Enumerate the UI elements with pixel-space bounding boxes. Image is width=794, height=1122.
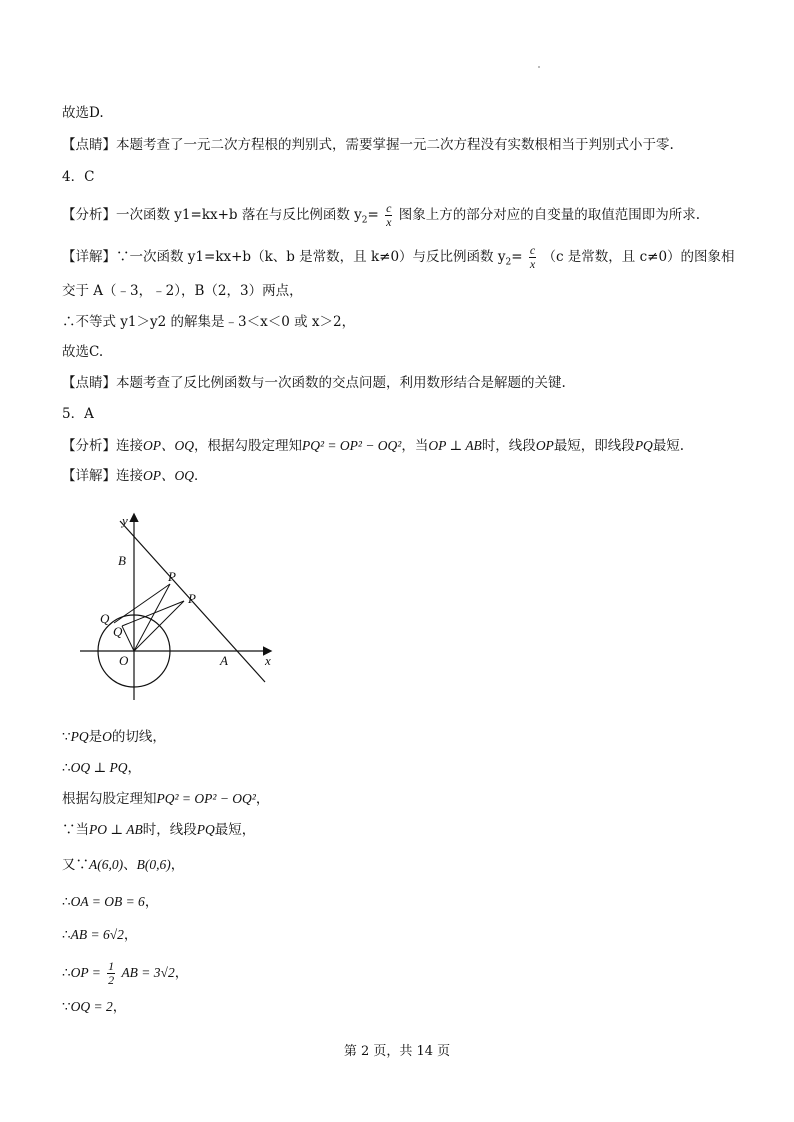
label-o: O: [119, 653, 129, 668]
step-op: ∴OP = $\frac{1}{2}$ AB = 3√2，: [62, 959, 189, 987]
label-y: y: [122, 513, 128, 528]
label-q2: Q: [113, 624, 123, 639]
label-x: x: [265, 653, 271, 668]
fraction-c-over-x-2: $\frac{c}{x}$: [529, 243, 536, 271]
line-choose-d: 故选D.: [62, 105, 104, 121]
line-q5-analysis: 【分析】连接OP、OQ，根据勾股定理知PQ² = OP² − OQ²，当OP ⊥ AB时，线段OP最短，即线段PQ最短.: [62, 438, 685, 454]
segment-o-p2: [134, 601, 184, 651]
step-oa-ob: ∴OA = OB = 6，: [62, 894, 159, 910]
page-footer: 第 2 页，共 14 页: [343, 1044, 451, 1059]
step-perpendicular: ∴OQ ⊥ PQ，: [62, 760, 142, 776]
segment-o-q2: [122, 626, 134, 651]
step-oq: ∵OQ = 2，: [62, 999, 127, 1015]
label-a: A: [220, 653, 228, 668]
label-p2: P: [188, 591, 196, 606]
line-q4-intersection: 交于 A（﹣3，﹣2），B（2，3）两点，: [62, 283, 303, 299]
fraction-one-half: $\frac{1}{2}$: [108, 959, 115, 987]
label-q1: Q: [100, 611, 110, 626]
segment-q1-p1: [114, 584, 170, 623]
line-q4-answer: 4．C: [62, 169, 95, 185]
fraction-c-over-x: $\frac{c}{x}$: [386, 201, 392, 229]
line-q4-solution: ∴不等式 y1＞y2 的解集是﹣3＜x＜0 或 x＞2，: [62, 314, 356, 330]
step-pythagoras: 根据勾股定理知PQ² = OP² − OQ²，: [62, 791, 270, 807]
segment-o-p1: [134, 584, 170, 651]
line-q5-detail: 【详解】连接OP、OQ．: [62, 468, 208, 484]
scan-dot: [538, 66, 540, 68]
geometry-figure: [70, 505, 285, 700]
label-p1: P: [168, 569, 176, 584]
step-tangent: ∵PQ是O的切线，: [62, 729, 166, 745]
line-comment-4: 【点睛】本题考查了反比例函数与一次函数的交点问题，利用数形结合是解题的关键.: [62, 375, 566, 391]
label-b: B: [118, 553, 126, 568]
line-choose-c: 故选C.: [62, 344, 104, 360]
line-q4-analysis: 【分析】一次函数 y1=kx+b 落在与反比例函数 $y_2=$ $\frac{c}{x}$ 图象上方的部分对应的自变量的取值范围即为所求.: [62, 201, 701, 229]
line-q4-detail: 【详解】∵一次函数 y1=kx+b（k、b 是常数，且 k≠0）与反比例函数 $y_2=$ $\frac{c}{x}$ （c 是常数，且 c≠0）的图象相: [62, 243, 735, 271]
step-ab: ∴AB = 6√2，: [62, 927, 138, 943]
step-shortest: ∵当PO ⊥ AB时，线段PQ最短，: [62, 822, 256, 838]
line-q5-answer: 5．A: [62, 406, 94, 422]
segment-q2-p2: [122, 601, 184, 626]
step-points: 又∵A(6,0)、B(0,6)，: [62, 857, 185, 873]
line-comment-3: 【点睛】本题考查了一元二次方程根的判别式，需要掌握一元二次方程没有实数根相当于判别式小于零.: [62, 137, 674, 153]
